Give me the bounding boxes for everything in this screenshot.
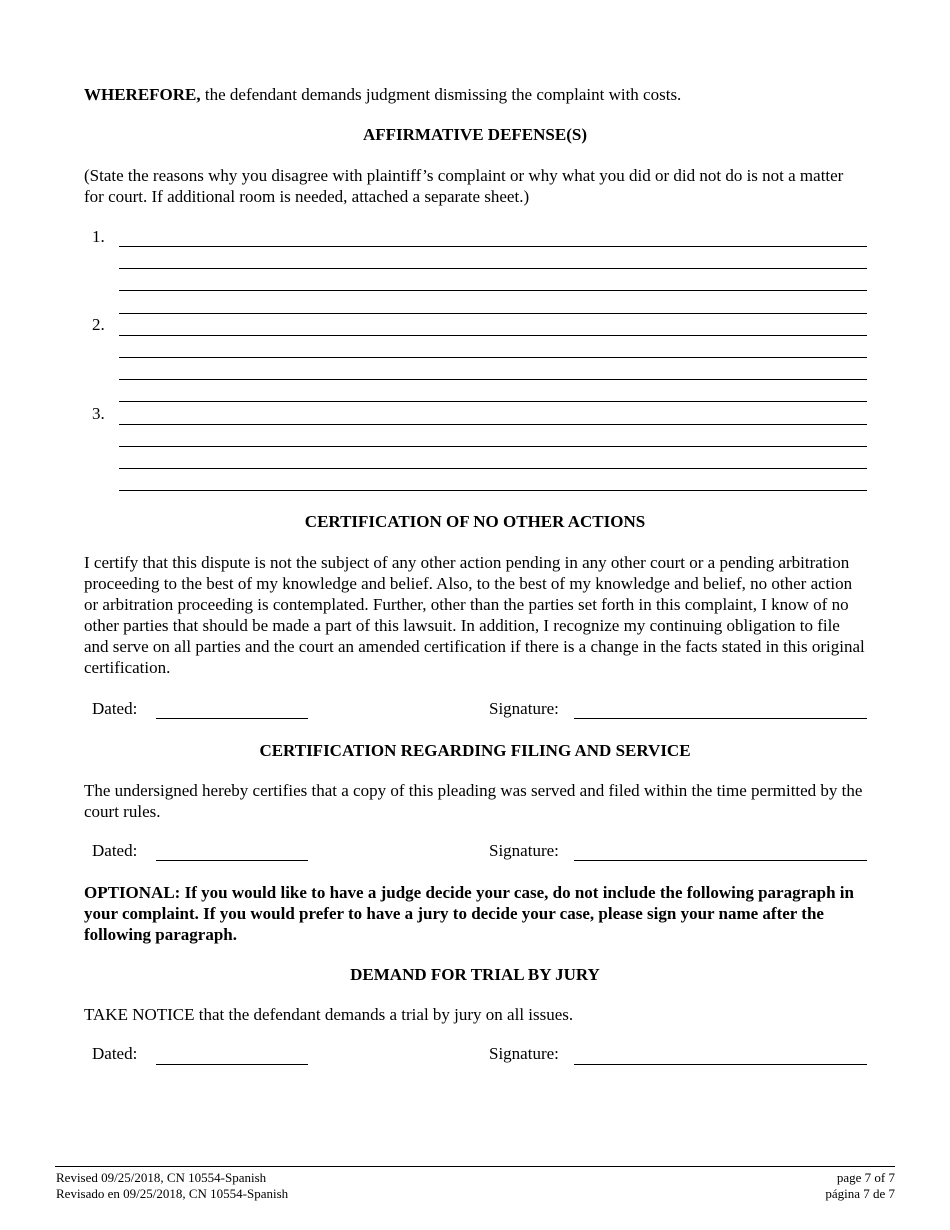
footer-page-es: página 7 de 7	[825, 1186, 895, 1201]
optional-instructions: OPTIONAL: If you would like to have a judge decide your case, do not include the following paragraph in your complaint. If you would prefer to have a jury to decide your case, please sign your name after the following paragraph.	[84, 883, 854, 944]
affirmative-defenses-heading: AFFIRMATIVE DEFENSE(S)	[362, 125, 587, 144]
defense-3-line-1[interactable]	[119, 424, 867, 425]
defense-3-line-4[interactable]	[119, 490, 867, 491]
footer-revised: Revised 09/25/2018, CN 10554-Spanish	[56, 1170, 267, 1185]
defense-3-line-3[interactable]	[119, 468, 867, 469]
jury-demand-heading: DEMAND FOR TRIAL BY JURY	[350, 965, 600, 984]
defense-2-line-3[interactable]	[119, 379, 867, 380]
dated-label-3: Dated:	[92, 1044, 138, 1063]
defense-2-line-2[interactable]	[119, 357, 867, 358]
wherefore-paragraph	[84, 84, 867, 105]
signature-field-1[interactable]	[574, 718, 867, 719]
defense-2-line-1[interactable]	[119, 335, 867, 336]
wherefore-text: the defendant demands judgment dismissing the complaint with costs.	[200, 85, 682, 104]
defense-2-line-4[interactable]	[119, 401, 867, 402]
dated-label-1: Dated:	[92, 699, 138, 718]
dated-label-2: Dated:	[92, 841, 138, 860]
certification-no-other-actions-body: I certify that this dispute is not the subject of any other action pending in any other court or a pending arbitration proceeding to the best of my knowledge and belief. Also, to the best of my knowledge and belief, no other action or arbitration proceeding is contemplated. Further, other than the parties set forth in this complaint, I know of no other parties that should be made a part of this lawsuit. In addition, I recognize my continuing obligation to file and serve on all parties and the court an amended certification if there is a change in the facts stated in this original certification.	[84, 553, 865, 677]
signature-label-3: Signature:	[489, 1044, 559, 1063]
defense-number-2: 2.	[92, 315, 105, 334]
certification-filing-body: The undersigned hereby certifies that a copy of this pleading was served and filed within the time permitted by the court rules.	[84, 781, 863, 821]
defense-1-line-1[interactable]	[119, 246, 867, 247]
signature-label-2: Signature:	[489, 841, 559, 860]
wherefore-bold: WHEREFORE,	[84, 85, 201, 104]
jury-demand-body: TAKE NOTICE that the defendant demands a trial by jury on all issues.	[84, 1005, 574, 1024]
defense-3-line-2[interactable]	[119, 446, 867, 447]
defense-1-line-4[interactable]	[119, 313, 867, 314]
footer-page-en: page 7 of 7	[836, 1170, 895, 1185]
footer-revisado: Revisado en 09/25/2018, CN 10554-Spanish	[56, 1186, 289, 1201]
certification-filing-heading: CERTIFICATION REGARDING FILING AND SERVICE	[259, 741, 691, 760]
defense-number-1: 1.	[92, 227, 105, 246]
dated-field-3[interactable]	[156, 1064, 308, 1065]
signature-field-3[interactable]	[574, 1064, 867, 1065]
certification-no-other-actions-heading: CERTIFICATION OF NO OTHER ACTIONS	[304, 512, 646, 531]
defense-1-line-3[interactable]	[119, 290, 867, 291]
signature-label-1: Signature:	[489, 699, 559, 718]
signature-field-2[interactable]	[574, 860, 867, 861]
footer-rule	[55, 1166, 895, 1167]
defense-1-line-2[interactable]	[119, 268, 867, 269]
affirmative-instructions: (State the reasons why you disagree with plaintiff’s complaint or why what you did or did not do is not a matter for court. If additional room is needed, attached a separate sheet.)	[84, 166, 844, 206]
dated-field-2[interactable]	[156, 860, 308, 861]
defense-number-3: 3.	[92, 404, 105, 423]
dated-field-1[interactable]	[156, 718, 308, 719]
